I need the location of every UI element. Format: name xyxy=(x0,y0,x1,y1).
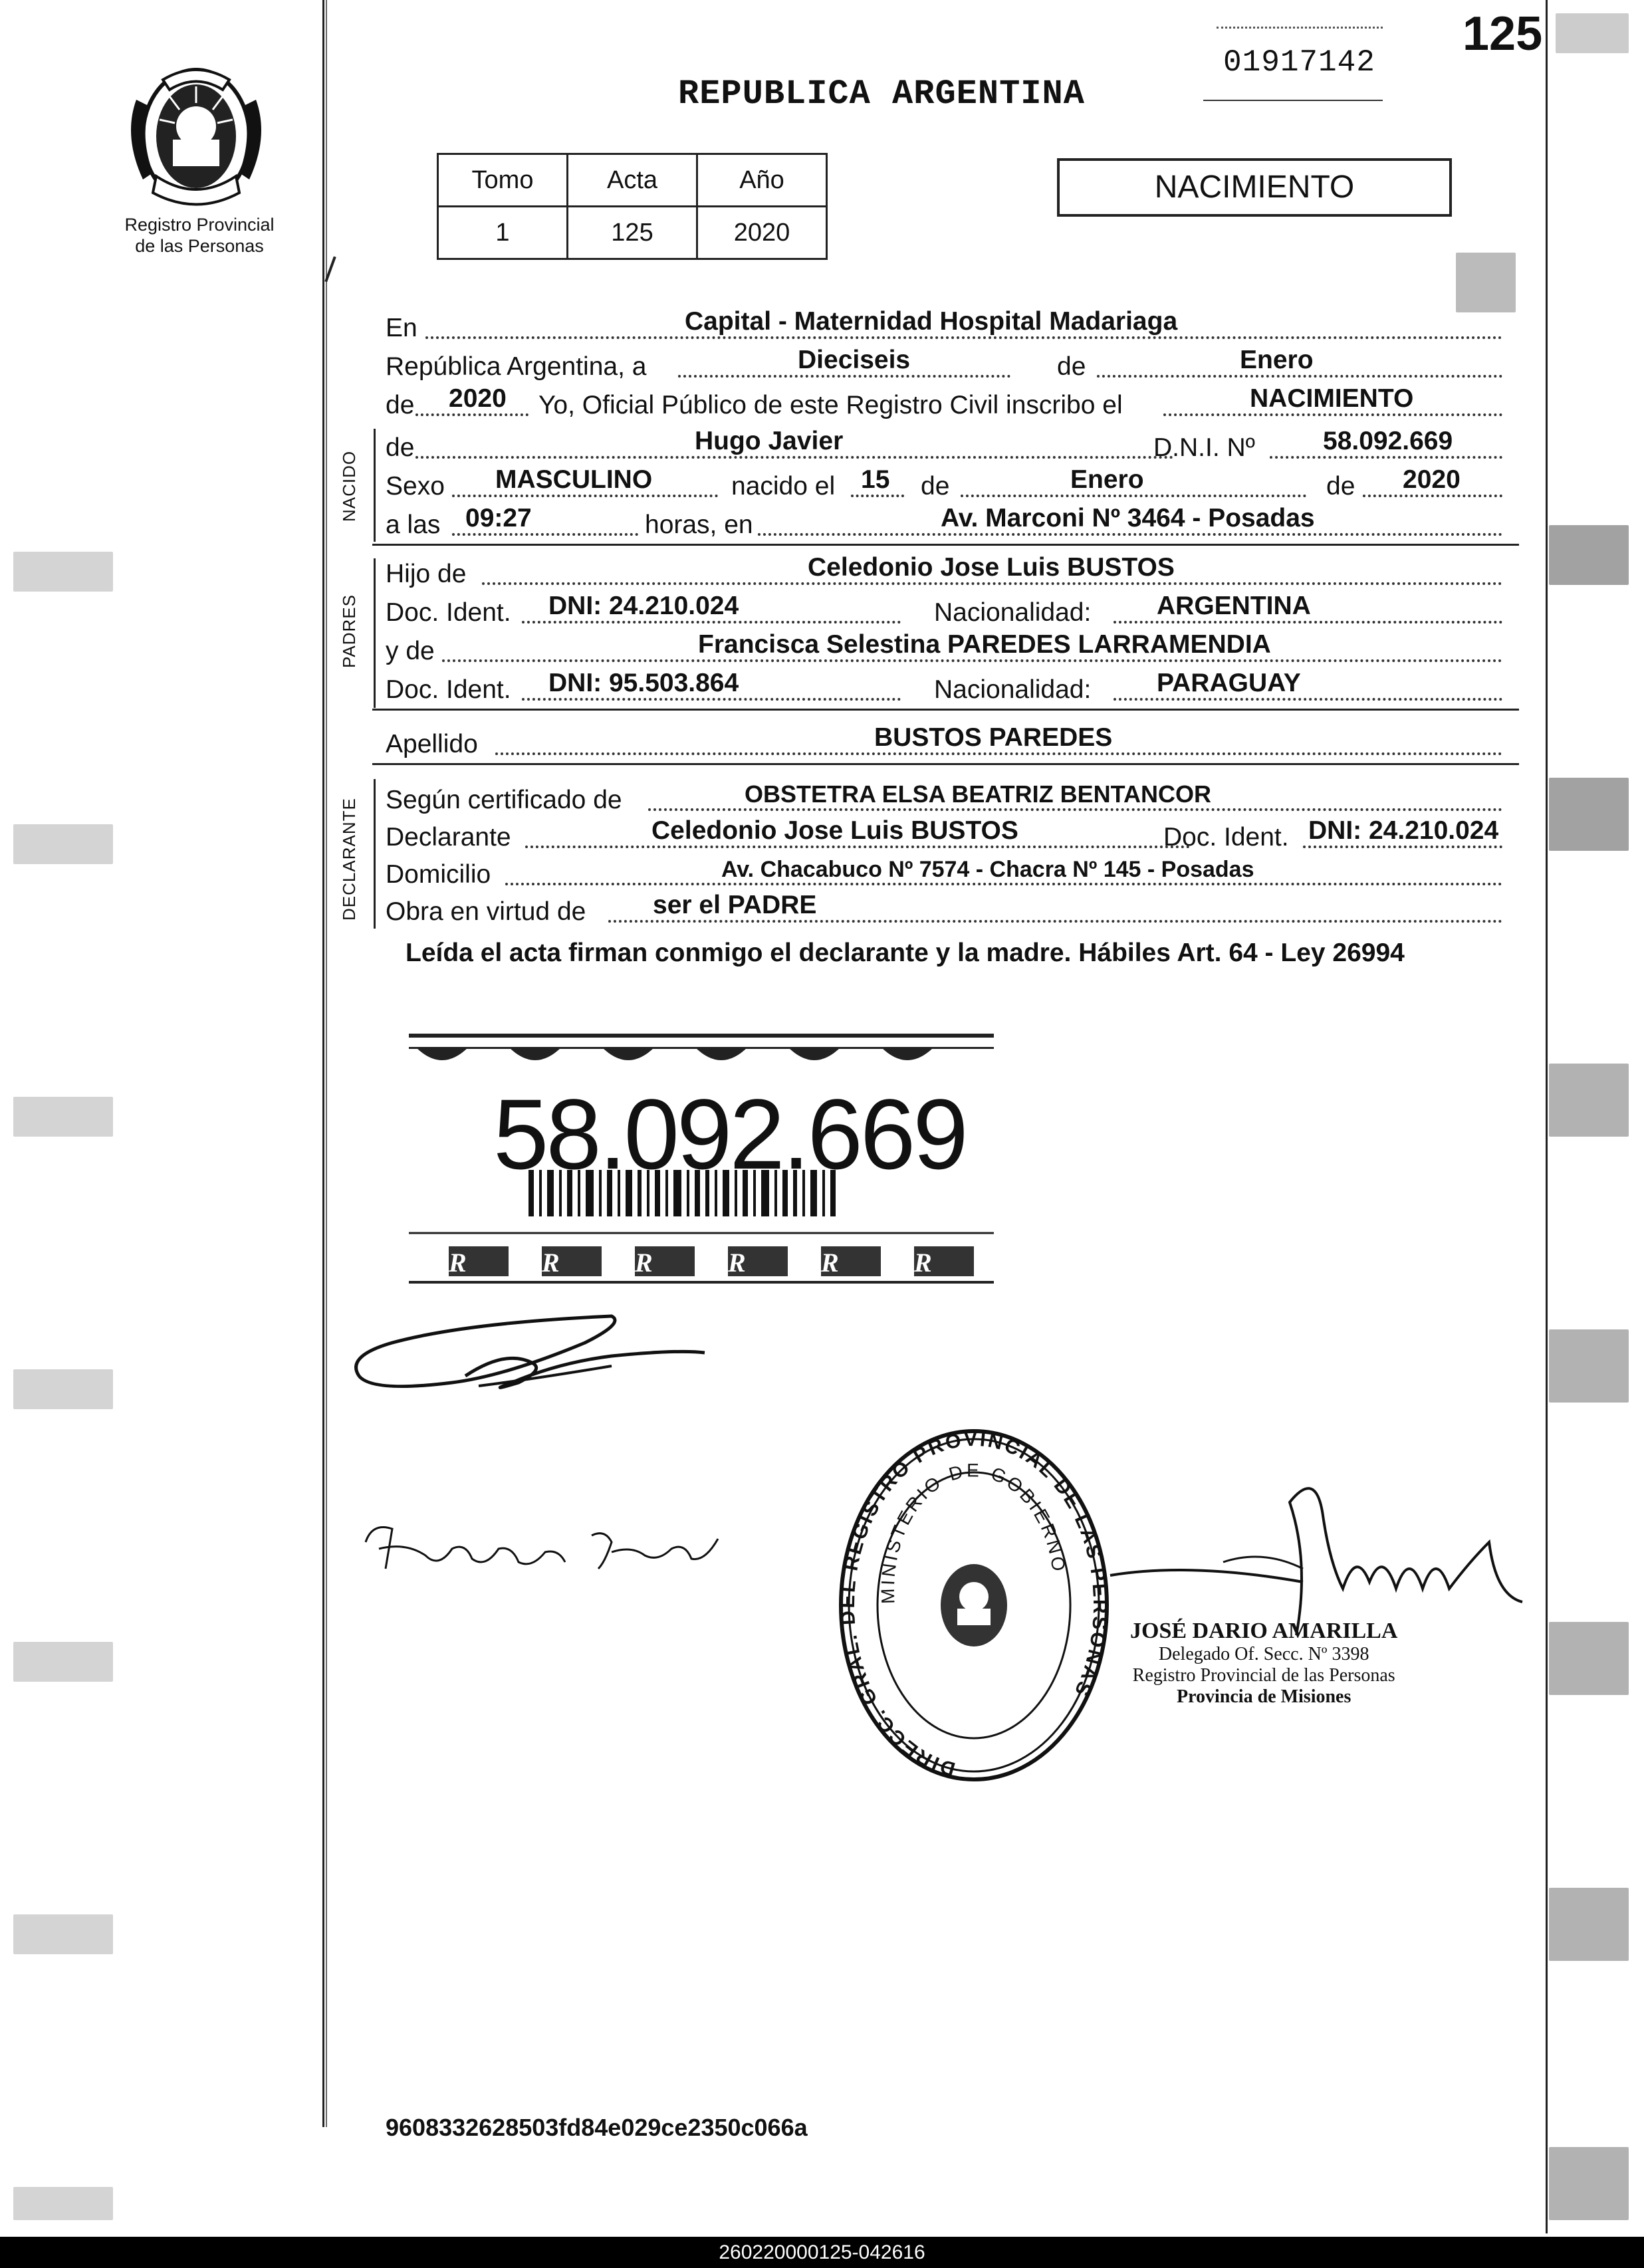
sticker-mark: R xyxy=(821,1248,839,1278)
label-certificado: Según certificado de xyxy=(386,786,622,814)
acta-value-ano: 2020 xyxy=(697,207,827,259)
right-margin-line xyxy=(1546,0,1548,2233)
label-republica: República Argentina, a xyxy=(386,352,647,381)
acta-header-ano: Año xyxy=(697,154,827,207)
seal-inner-text: MINISTERIO DE GOBIERNO xyxy=(877,1460,1070,1605)
value-father-doc: DNI: 24.210.024 xyxy=(548,592,739,620)
scan-noise xyxy=(13,2187,113,2220)
value-mother-doc: DNI: 95.503.864 xyxy=(548,669,739,697)
value-certificado: OBSTETRA ELSA BEATRIZ BENTANCOR xyxy=(745,780,1211,808)
scan-noise xyxy=(1456,253,1516,312)
dots xyxy=(482,582,1502,585)
value-child-name: Hugo Javier xyxy=(695,427,844,455)
label-hijo-de: Hijo de xyxy=(386,560,467,588)
value-place: Capital - Maternidad Hospital Madariaga xyxy=(685,307,1178,336)
document-title: REPUBLICA ARGENTINA xyxy=(678,74,1085,114)
value-day-words: Dieciseis xyxy=(798,346,911,374)
label-y-de: y de xyxy=(386,637,435,665)
nacido-section-label: NACIDO xyxy=(339,450,359,522)
row-declarante xyxy=(386,815,1516,852)
value-month: Enero xyxy=(1240,346,1314,374)
left-margin-line xyxy=(322,0,324,2127)
scan-noise xyxy=(1549,1064,1629,1137)
label-nacionalidad: Nacionalidad: xyxy=(934,598,1092,627)
row-date xyxy=(386,344,1516,382)
dots xyxy=(851,495,904,497)
official-province: Provincia de Misiones xyxy=(1177,1686,1351,1707)
row-mother-doc xyxy=(386,667,1516,705)
acta-table-header-row xyxy=(438,154,827,207)
dots xyxy=(648,808,1502,811)
row-apellido xyxy=(386,722,1516,759)
label-dni: D.N.I. Nº xyxy=(1153,433,1255,462)
official-position: Delegado Of. Secc. Nº 3398 xyxy=(1158,1644,1369,1664)
province-coat-of-arms-logo xyxy=(116,60,276,213)
label-de: de xyxy=(1057,352,1086,381)
section-divider xyxy=(372,709,1519,711)
scan-noise xyxy=(1549,525,1629,585)
dots xyxy=(452,495,718,497)
sticker-mark: R xyxy=(449,1248,467,1278)
value-declarante-name: Celedonio Jose Luis BUSTOS xyxy=(651,816,1018,845)
seal-outer-text: DIRECC. GRAL. DEL REGISTRO PROVINCIAL DE LAS PERSONAS xyxy=(836,1428,1112,1780)
acta-header-acta: Acta xyxy=(568,154,697,207)
label-sexo: Sexo xyxy=(386,472,445,501)
scan-noise xyxy=(1549,1329,1629,1403)
row-father-doc xyxy=(386,590,1516,627)
dots xyxy=(442,659,1502,662)
sticker-mark: R xyxy=(728,1248,746,1278)
dots xyxy=(1114,698,1502,701)
label-de-month: de xyxy=(921,472,950,501)
row-place xyxy=(386,306,1516,343)
serial-number: 01917142 xyxy=(1223,45,1375,80)
label-horas: horas, en xyxy=(645,510,753,539)
document-type-box: NACIMIENTO xyxy=(1057,158,1452,217)
value-father-name: Celedonio Jose Luis BUSTOS xyxy=(808,553,1175,582)
acta-header-tomo: Tomo xyxy=(438,154,568,207)
dots xyxy=(495,752,1502,755)
label-obra: Obra en virtud de xyxy=(386,897,586,926)
padres-section-label: PADRES xyxy=(339,594,359,668)
dni-sticker-number: 58.092.669 xyxy=(493,1078,966,1190)
label-de-year2: de xyxy=(1326,472,1355,501)
scan-noise xyxy=(1556,13,1629,53)
dots xyxy=(522,621,901,624)
label-de-year: de xyxy=(386,391,415,419)
dots xyxy=(1114,621,1502,624)
page-number: 125 xyxy=(1463,7,1543,60)
scan-noise xyxy=(1549,1888,1629,1961)
scan-noise xyxy=(13,1369,113,1409)
scan-noise xyxy=(1549,2147,1629,2220)
official-seal xyxy=(834,1422,1114,1781)
label-en: En xyxy=(386,314,417,342)
legal-text: Leída el acta firman conmigo el declarante y la madre. Hábiles Art. 64 - Ley 26994 xyxy=(406,939,1405,967)
row-certificado xyxy=(386,778,1516,815)
scan-noise xyxy=(13,1097,113,1137)
section-divider xyxy=(372,763,1519,765)
value-birth-year: 2020 xyxy=(1403,465,1461,494)
label-doc-ident2: Doc. Ident. xyxy=(386,675,511,704)
row-nacido-sex xyxy=(386,464,1516,501)
value-child-dni: 58.092.669 xyxy=(1323,427,1453,455)
sticker-mark: R xyxy=(635,1248,653,1278)
value-declarante-doc: DNI: 24.210.024 xyxy=(1308,816,1499,845)
value-obra: ser el PADRE xyxy=(653,891,817,919)
registry-caption-line2: de las Personas xyxy=(135,236,264,256)
official-institution: Registro Provincial de las Personas xyxy=(1132,1665,1395,1686)
value-apellido: BUSTOS PAREDES xyxy=(874,723,1113,752)
scan-noise xyxy=(13,1914,113,1954)
acta-table xyxy=(437,153,828,260)
declarant-signature xyxy=(332,1303,838,1416)
value-sexo: MASCULINO xyxy=(495,465,653,494)
row-father-name xyxy=(386,552,1516,589)
padres-bracket xyxy=(374,558,376,708)
nacido-bracket xyxy=(374,429,376,542)
value-year: 2020 xyxy=(449,384,507,413)
row-obra xyxy=(386,889,1516,927)
dots xyxy=(525,846,1190,848)
document-hash: 9608332628503fd84e029ce2350c066a xyxy=(386,2114,808,2141)
dots xyxy=(758,533,1502,536)
dots xyxy=(1303,846,1502,848)
serial-top-dots xyxy=(1217,27,1383,31)
sticker-marks xyxy=(449,1247,1020,1278)
dots xyxy=(961,495,1306,497)
dots xyxy=(1097,375,1502,378)
value-birth-month: Enero xyxy=(1070,465,1144,494)
footer-code: 260220000125-042616 xyxy=(0,2237,1644,2268)
label-de-name: de xyxy=(386,433,415,462)
label-doc-ident3: Doc. Ident. xyxy=(1163,823,1289,851)
scan-noise xyxy=(1549,778,1629,851)
acta-value-tomo: 1 xyxy=(438,207,568,259)
dots xyxy=(1163,413,1502,416)
dots xyxy=(425,336,1502,339)
left-margin-line-inner xyxy=(326,0,327,2127)
dots xyxy=(608,920,1502,923)
row-nacido-time xyxy=(386,503,1516,540)
dots xyxy=(505,883,1502,885)
value-mother-nationality: PARAGUAY xyxy=(1157,669,1301,697)
official-name: JOSÉ DARIO AMARILLA xyxy=(1130,1619,1398,1643)
row-nacido-name xyxy=(386,425,1516,463)
mother-signature xyxy=(352,1509,738,1589)
scan-noise xyxy=(13,824,113,864)
serial-underline xyxy=(1203,100,1383,101)
registry-caption-line1: Registro Provincial xyxy=(124,215,275,235)
value-father-nationality: ARGENTINA xyxy=(1157,592,1311,620)
acta-table-value-row xyxy=(438,207,827,259)
declarante-bracket xyxy=(374,779,376,929)
label-apellido: Apellido xyxy=(386,730,478,758)
value-event: NACIMIENTO xyxy=(1250,384,1414,413)
sticker-mark: R xyxy=(542,1248,560,1278)
dots xyxy=(1363,495,1502,497)
section-divider xyxy=(372,544,1519,546)
dots xyxy=(522,698,901,701)
scan-noise xyxy=(13,1642,113,1682)
label-doc-ident: Doc. Ident. xyxy=(386,598,511,627)
label-nacido-el: nacido el xyxy=(731,472,836,501)
label-declarante: Declarante xyxy=(386,823,511,851)
row-mother-name xyxy=(386,629,1516,666)
registry-caption xyxy=(86,214,312,257)
row-registrar xyxy=(386,383,1516,420)
declarante-section-label: DECLARANTE xyxy=(339,798,359,921)
label-nacionalidad2: Nacionalidad: xyxy=(934,675,1092,704)
row-domicilio xyxy=(386,852,1516,889)
sticker-top-pattern xyxy=(409,1034,994,1060)
sticker-mark: R xyxy=(914,1248,932,1278)
dots xyxy=(415,413,528,416)
dots xyxy=(415,456,1173,459)
dots xyxy=(678,375,1010,378)
value-address: Av. Marconi Nº 3464 - Posadas xyxy=(941,504,1315,532)
scan-noise xyxy=(13,552,113,592)
label-a-las: a las xyxy=(386,510,441,539)
label-domicilio: Domicilio xyxy=(386,860,491,889)
label-registrar: Yo, Oficial Público de este Registro Civil inscribo el xyxy=(538,391,1123,419)
scan-noise xyxy=(1549,1622,1629,1695)
value-mother-name: Francisca Selestina PAREDES LARRAMENDIA xyxy=(698,630,1271,659)
dots xyxy=(1270,456,1502,459)
acta-value-acta: 125 xyxy=(568,207,697,259)
value-domicilio: Av. Chacabuco Nº 7574 - Chacra Nº 145 - Posadas xyxy=(721,857,1254,882)
official-block xyxy=(1130,1619,1397,1708)
value-time: 09:27 xyxy=(465,504,532,532)
value-birth-day: 15 xyxy=(861,465,890,494)
dots xyxy=(452,533,638,536)
